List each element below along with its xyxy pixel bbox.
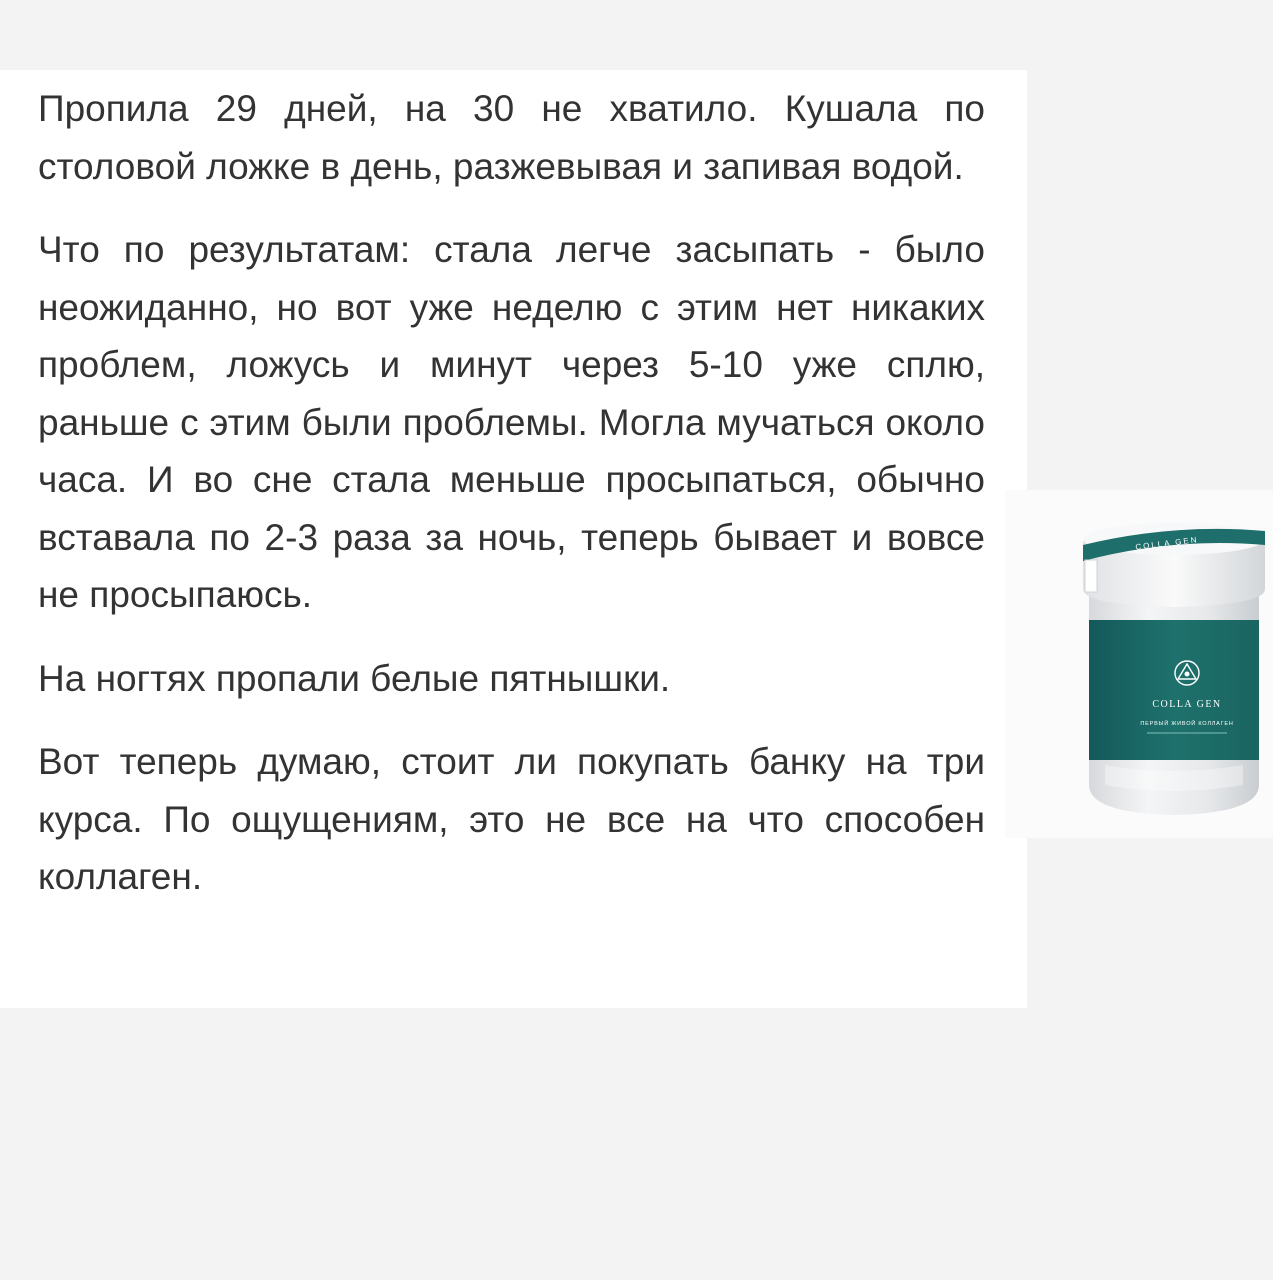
review-text	[38, 80, 985, 932]
label-tagline-text: ПЕРВЫЙ ЖИВОЙ КОЛЛАГЕН	[1140, 721, 1234, 727]
review-paragraph-3: На ногтях пропали белые пятнышки.	[38, 657, 671, 699]
review-paragraph-4: Вот теперь думаю, стоит ли покупать банку на три курса. По ощущениям, это не все на что способен коллаген.	[38, 741, 985, 897]
label-brand-text: COLLA GEN	[1152, 699, 1222, 710]
lid-band-text: COLLA GEN	[1134, 535, 1199, 552]
review-paragraph-1: Пропила 29 дней, на 30 не хватило. Кушала по столовой ложке в день, разжевывая и запивая водой.	[38, 88, 985, 187]
jar-label	[1089, 620, 1259, 760]
product-jar-image	[1075, 515, 1273, 820]
side-sticker	[1085, 560, 1097, 592]
review-paragraph-2: Что по результатам: стала легче засыпать - было неожиданно, но вот уже неделю с этим нет никаких проблем, ложусь и минут через 5-10 уже сплю, раньше с этим были проблемы. Могла мучаться около часа. И во сне стала меньше просыпаться, обычно вставала по 2-3 раза за ночь, теперь бывает и вовсе не просыпаюсь.	[38, 229, 985, 615]
